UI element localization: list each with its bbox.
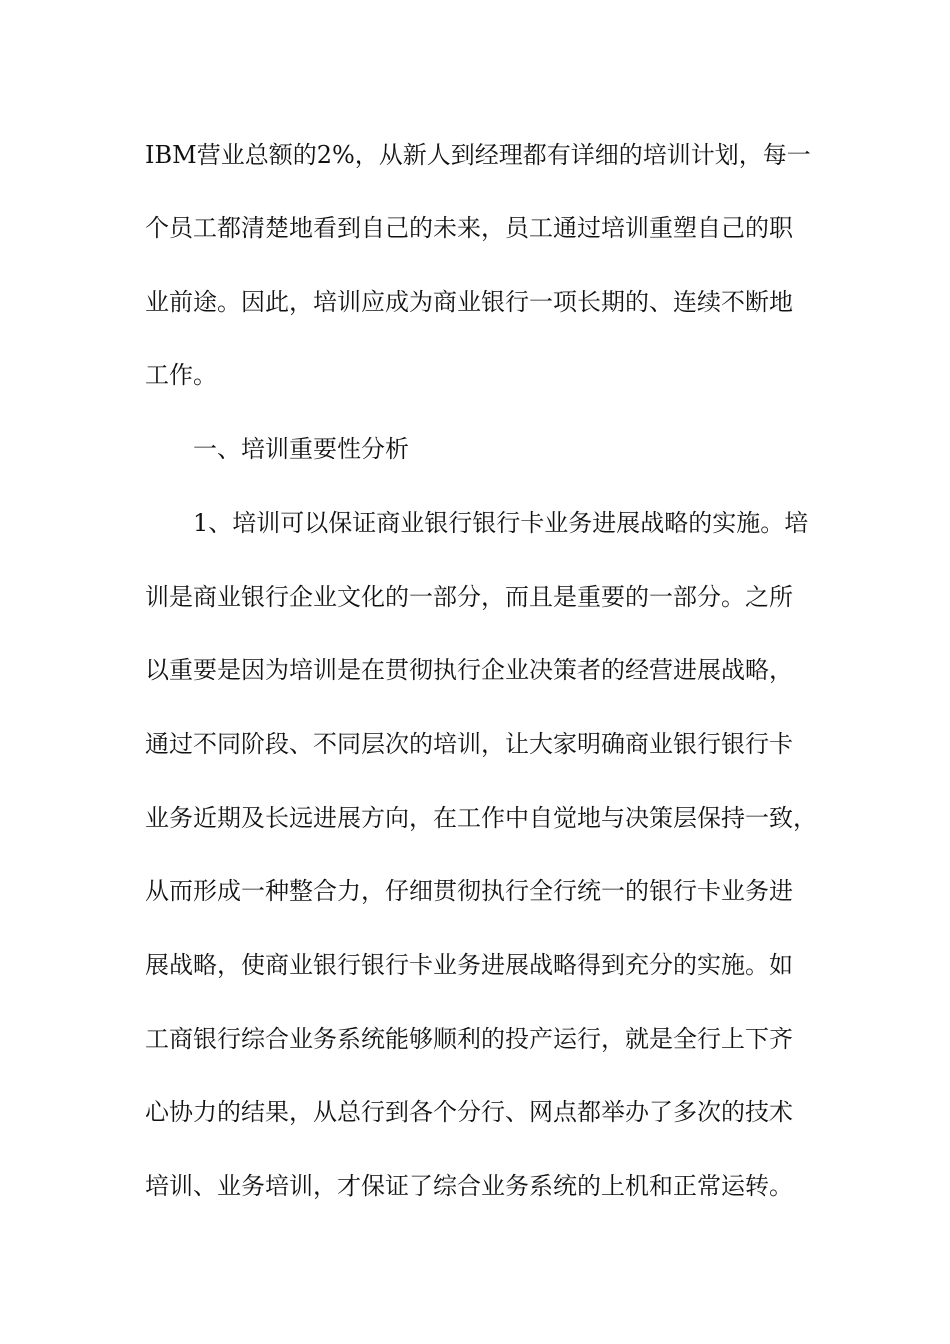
paragraph-line-8: 通过不同阶段、不同层次的培训，让大家明确商业银行银行卡 [145,730,793,758]
paragraph-line-5: 1、培训可以保证商业银行银行卡业务进展战略的实施。培 [193,509,809,537]
paragraph-line-4: 工作。 [145,361,217,389]
paragraph-line-1: IBM营业总额的2%，从新人到经理都有详细的培训计划，每一 [145,141,811,169]
paragraph-line-2: 个员工都清楚地看到自己的未来，员工通过培训重塑自己的职 [145,214,793,242]
paragraph-line-7: 以重要是因为培训是在贯彻执行企业决策者的经营进展战略， [145,656,793,684]
paragraph-line-6: 训是商业银行企业文化的一部分，而且是重要的一部分。之所 [145,583,793,611]
section-heading: 一、培训重要性分析 [193,435,409,463]
paragraph-line-11: 展战略，使商业银行银行卡业务进展战略得到充分的实施。如 [145,951,793,979]
paragraph-line-13: 心协力的结果，从总行到各个分行、网点都举办了多次的技术 [145,1098,793,1126]
paragraph-line-3: 业前途。因此，培训应成为商业银行一项长期的、连续不断地 [145,288,793,316]
paragraph-line-10: 从而形成一种整合力，仔细贯彻执行全行统一的银行卡业务进 [145,877,793,905]
paragraph-line-12: 工商银行综合业务系统能够顺利的投产运行，就是全行上下齐 [145,1025,793,1053]
paragraph-line-9: 业务近期及长远进展方向，在工作中自觉地与决策层保持一致， [145,804,817,832]
paragraph-line-14: 培训、业务培训，才保证了综合业务系统的上机和正常运转。 [145,1172,793,1200]
